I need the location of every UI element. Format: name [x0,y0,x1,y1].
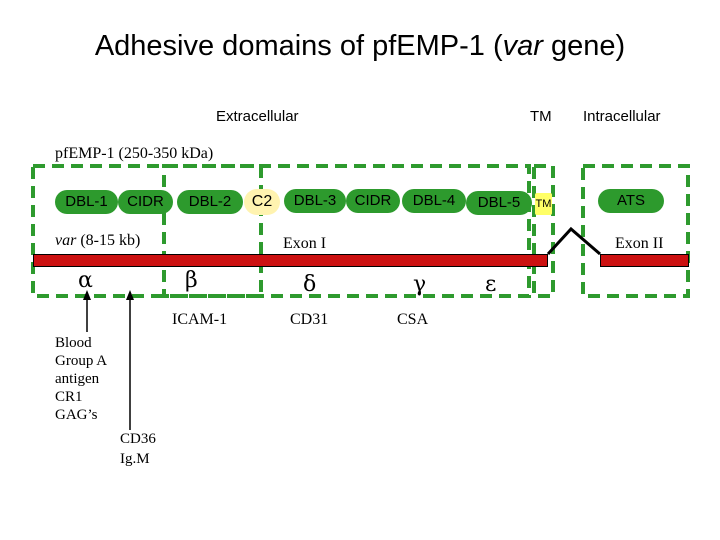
ligand-cd36: CD36 [120,431,156,447]
page-title: Adhesive domains of pfEMP-1 (var gene) [94,30,626,62]
domain-cidr-2: CIDR [346,189,400,213]
domain-dbl-5: DBL-5 [466,191,532,215]
ligand-igm: Ig.M [120,451,150,467]
exon-2-label: Exon II [615,235,664,252]
ligand-cr1: CR1 [55,389,83,405]
exon-1-label: Exon I [283,235,327,252]
epsilon-label: ε [485,272,497,297]
cd36-ligand-list [120,429,156,469]
domain-dbl-1: DBL-1 [55,190,118,214]
domain-dbl-4: DBL-4 [402,189,466,213]
delta-label: δ [303,272,317,297]
beta-label: β [185,268,198,293]
tm-region-box [534,166,553,296]
beta-region-box [164,166,529,296]
domain-dbl-3: DBL-3 [284,189,346,213]
var-gene-label: var (8-15 kb) [55,232,141,249]
exon-1-bar [33,254,548,267]
intracellular-region-box [583,166,688,296]
var-italic: var [55,232,77,249]
ligand-antigen: antigen [55,371,100,387]
title-var-italic: var [502,30,543,62]
alpha-ligand-list [55,334,107,424]
intracellular-header: Intracellular [583,108,661,125]
ligand-blood: Blood [55,335,92,351]
domain-c2: C2 [244,189,280,215]
icam-1-label: ICAM-1 [172,311,228,328]
exon-2-bar [600,254,689,267]
cd31-label: CD31 [290,311,329,328]
intron-connector [548,229,600,254]
domain-cidr-1: CIDR [118,190,173,214]
tm-header: TM [530,108,552,125]
protein-label: pfEMP-1 (250-350 kDa) [55,145,214,162]
domain-dbl-2: DBL-2 [177,190,243,214]
extracellular-header: Extracellular [216,108,299,125]
alpha-label: α [78,268,93,293]
ligand-group-a: Group A [55,353,108,369]
csa-label: CSA [397,311,429,328]
gamma-label: γ [413,272,427,297]
alpha-region-box [33,166,261,296]
domain-tm: TM [535,193,552,215]
domain-ats: ATS [598,189,664,213]
ligand-gags: GAG’s [55,407,98,423]
